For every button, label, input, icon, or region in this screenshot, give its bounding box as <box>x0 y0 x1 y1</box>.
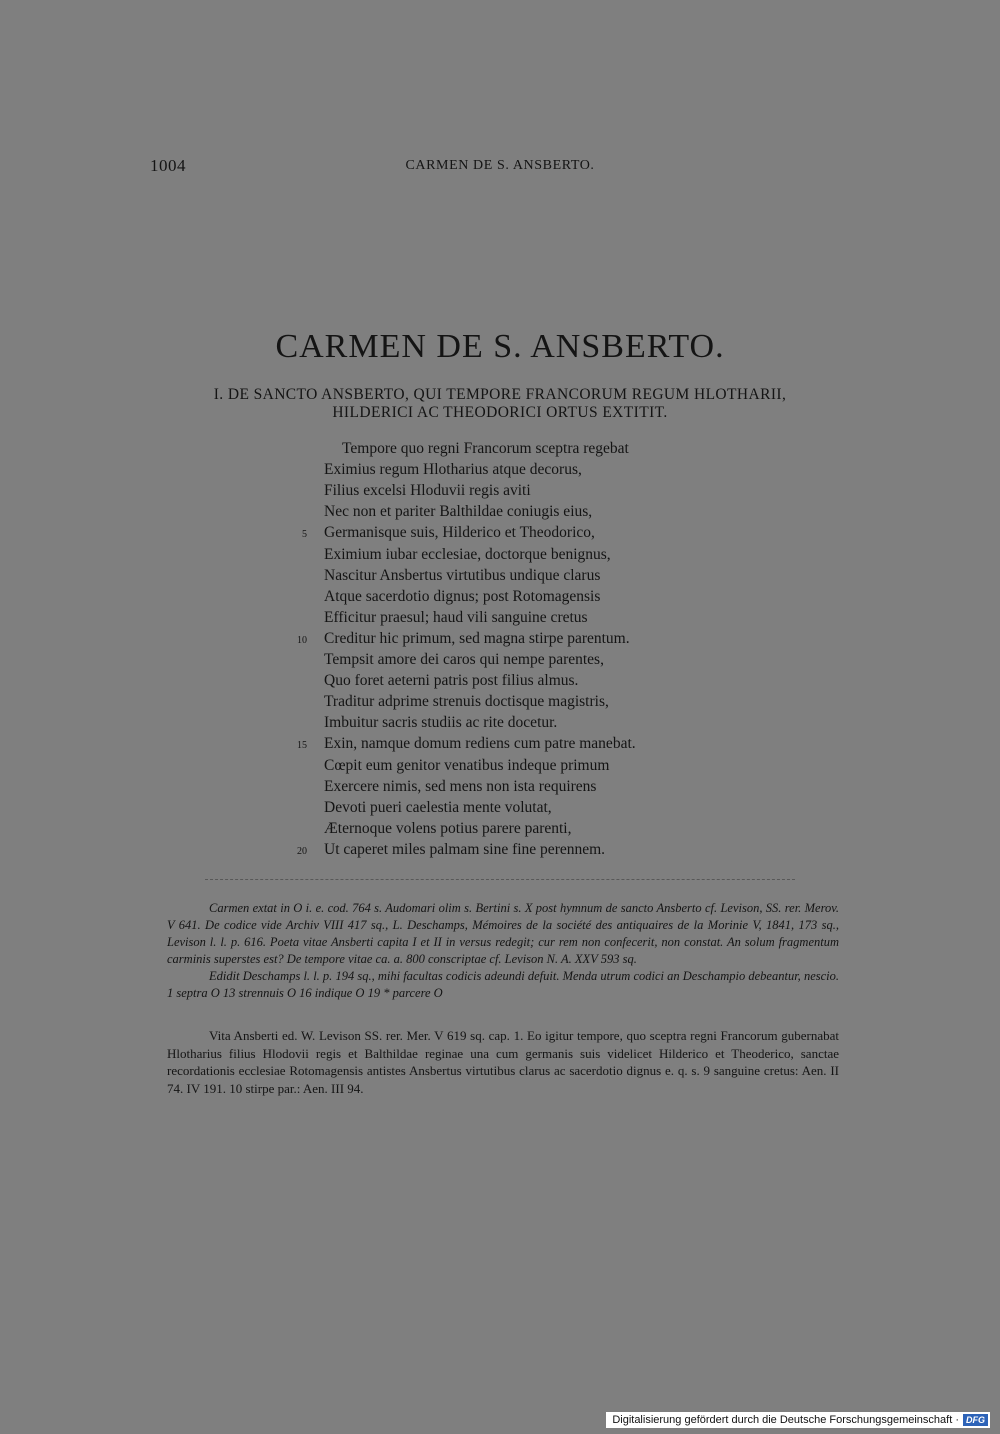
verse-line <box>0 714 1000 735</box>
critical-apparatus <box>167 900 839 1002</box>
verse-text: Exin, namque domum rediens cum patre manebat. <box>324 735 636 753</box>
apparatus-note: Edidit Deschamps l. l. p. 194 sq., mihi facultas codicis adeundi defuit. Menda utrum codici an Deschampio debeantur, nescio. 1 septra O 13 strennuis O 16 indique O 19 * parcere O <box>167 969 839 1000</box>
verse-text: Efficitur praesul; haud vili sanguine cretus <box>324 608 588 626</box>
line-number: 5 <box>302 529 307 541</box>
verse-text: Devoti pueri caelestia mente volutat, <box>324 798 552 816</box>
verse-line <box>0 841 1000 862</box>
verse-line <box>0 588 1000 609</box>
verse-text: Germanisque suis, Hilderico et Theodorico, <box>324 524 595 542</box>
verse-text: Creditur hic primum, sed magna stirpe parentum. <box>324 629 630 647</box>
page-number: 1004 <box>150 156 186 175</box>
verse-line <box>0 757 1000 778</box>
running-title: CARMEN DE S. ANSBERTO. <box>405 158 595 173</box>
line-number: 10 <box>297 634 307 646</box>
apparatus-note: Carmen extat in O i. e. cod. 764 s. Audomari olim s. Bertini s. X post hymnum de sancto Ansberto cf. Levison, SS. rer. Merov. V 641. De codice vide Archiv VIII 417 sq., L. Deschamps, Mémoires de la société des antiquaires de la Morinie V, 1841, 173 sq., Levison l. l. p. 616. Poeta vitae Ansberti capita I et II in versus redegit; cur rem non confecerit, non constat. An solum fragmentum carminis superstes est? De tempore vitae ca. a. 800 conscriptae cf. Levison N. A. XXV 593 sq. <box>167 901 839 966</box>
dfg-logo-icon: DFG <box>963 1414 988 1426</box>
verse-line <box>0 778 1000 799</box>
line-number: 15 <box>297 740 307 752</box>
verse-text: Filius excelsi Hloduvii regis aviti <box>324 482 531 500</box>
section-heading-line: I. DE SANCTO ANSBERTO, QUI TEMPORE FRANCORUM REGUM HLOTHARII, <box>213 386 787 403</box>
source-notes <box>167 1027 839 1097</box>
verse-line <box>0 461 1000 482</box>
section-heading <box>150 386 850 422</box>
verse-line <box>0 440 1000 461</box>
verse-line <box>0 524 1000 545</box>
verse-text: Tempsit amore dei caros qui nempe parentes, <box>324 651 604 668</box>
footnote-divider <box>205 879 795 880</box>
verse-line <box>0 820 1000 841</box>
verse-text: Tempore quo regni Francorum sceptra regebat <box>342 440 629 457</box>
verse-text: Quo foret aeterni patris post filius almus. <box>324 672 579 690</box>
section-heading-line: HILDERICI AC THEODORICI ORTUS EXTITIT. <box>332 404 668 421</box>
verse-text: Nec non et pariter Balthildae coniugis eius, <box>324 503 593 521</box>
verse-text: Eximius regum Hlotharius atque decorus, <box>324 461 582 479</box>
verse-text: Eximium iubar ecclesiae, doctorque benignus, <box>324 545 611 563</box>
running-head <box>150 156 850 178</box>
verse-line <box>0 693 1000 714</box>
verse-text: Atque sacerdotio dignus; post Rotomagensis <box>324 587 601 605</box>
verse-line <box>0 567 1000 588</box>
verse-line <box>0 672 1000 693</box>
verse-line <box>0 609 1000 630</box>
verse-line <box>0 735 1000 756</box>
poem-title: CARMEN DE S. ANSBERTO. <box>275 328 725 365</box>
verse-text: Traditur adprime strenuis doctisque magistris, <box>324 693 609 711</box>
verse-line <box>0 482 1000 503</box>
verse-line <box>0 799 1000 820</box>
verse-line <box>0 651 1000 672</box>
verse-line <box>0 546 1000 567</box>
source-note: Vita Ansberti ed. W. Levison SS. rer. Mer. V 619 sq. cap. 1. Eo igitur tempore, quo sceptra regni Francorum gubernabat Hlotharius filius Hlodovii regis et Balthildae reginae una cum germanis suis videlicet Hilderico et Theoderico, sanctae recordationis ecclesiae Rotomagensis antistes Ansbertus virtutibus clarus ac sacerdotio dignus e. q. s. 9 sanguine cretus: Aen. II 74. IV 191. 10 stirpe par.: Aen. III 94. <box>167 1028 839 1096</box>
verse-line <box>0 630 1000 651</box>
line-number: 20 <box>297 845 307 857</box>
verse-text: Cœpit eum genitor venatibus indeque primum <box>324 756 610 774</box>
verse-text: Exercere nimis, sed mens non ista requirens <box>324 777 597 795</box>
verse-text: Æternoque volens potius parere parenti, <box>324 819 572 837</box>
verse-text: Nascitur Ansbertus virtutibus undique clarus <box>324 566 601 584</box>
verse-line <box>0 503 1000 524</box>
verse-text: Imbuitur sacris studiis ac rite docetur. <box>324 714 558 732</box>
verse-text: Ut caperet miles palmam sine fine perennem. <box>324 840 606 858</box>
digitization-credit[interactable] <box>606 1412 990 1428</box>
credit-text: Digitalisierung gefördert durch die Deutsche Forschungsgemeinschaft · <box>612 1414 959 1426</box>
